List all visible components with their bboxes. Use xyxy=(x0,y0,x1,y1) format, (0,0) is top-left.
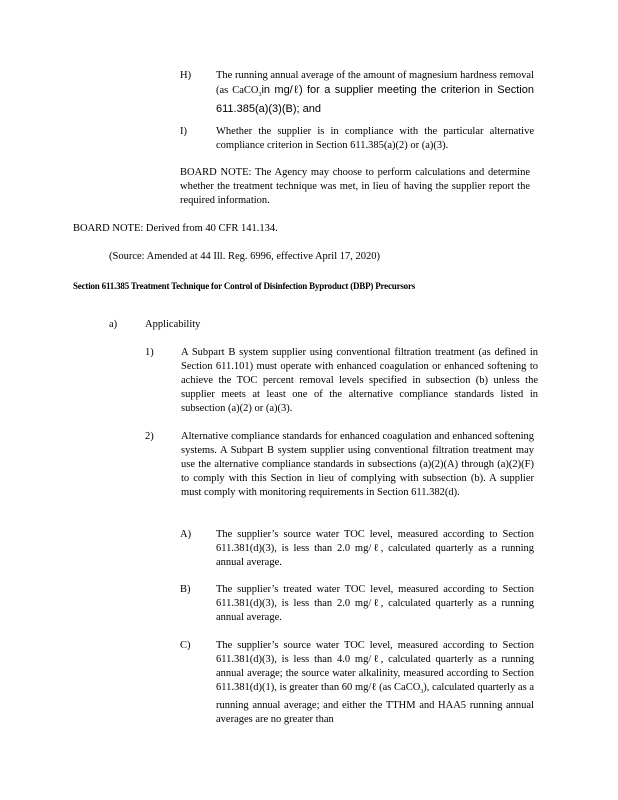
item-text-i: Whether the supplier is in compliance with the particular alternative compliance criterion in Section 611.385(a)(2) or (a)(3). xyxy=(216,126,534,151)
subparagraph-c-part2: ), calculated quarterly as a running annual average; and either the TTHM and HAA5 running annual averages are no greater than xyxy=(216,682,534,726)
item-label-h: H) xyxy=(180,70,192,81)
paragraph-2-text: Alternative compliance standards for enhanced coagulation and enhanced softening systems. A Subpart B system supplier using conventional filtration treatment may use the alternative compliance standards in subsections (a)(2)(A) through (a)(2)(F) to comply with this Section in lieu of complying with subsection (b). A supplier must comply with monitoring requirements in Section 611.382(d). xyxy=(181,431,534,498)
source-note: (Source: Amended at 44 Ill. Reg. 6996, effective April 17, 2020) xyxy=(109,251,380,262)
board-note-derived: BOARD NOTE: Derived from 40 CFR 141.134. xyxy=(73,223,278,234)
subparagraph-b-text: The supplier’s treated water TOC level, measured according to Section 611.381(d)(3), is less than 2.0 mg/ℓ, calculated quarterly as a running annual average. xyxy=(216,584,534,623)
subsection-a-title: Applicability xyxy=(145,319,201,330)
subparagraph-a-label: A) xyxy=(180,529,192,540)
paragraph-2-label: 2) xyxy=(145,431,154,442)
item-text-h-part1: The running annual average of the amount of magnesium hardness removal (as CaCO xyxy=(216,70,534,96)
subparagraph-c-subscript: 3 xyxy=(420,689,424,696)
paragraph-1-text: A Subpart B system supplier using conventional filtration treatment (as defined in Section 611.101) must operate with enhanced coagulation or enhanced softening to achieve the TOC percent removal levels specified in subsection (b) unless the supplier meets at least one of the alternative compliance standards listed in subsection (a)(2) or (a)(3). xyxy=(181,347,538,414)
item-text-h-part2: in mg/ℓ) for a supplier meeting the criterion in Section 611.385(a)(3)(B); and xyxy=(216,84,534,116)
subparagraph-b-label: B) xyxy=(180,584,191,595)
item-text-h xyxy=(216,69,534,117)
item-text-h-subscript: 3 xyxy=(258,92,262,99)
subparagraph-c-label: C) xyxy=(180,640,191,651)
board-note-calculations: BOARD NOTE: The Agency may choose to perform calculations and determine whether the treatment technique was met, in lieu of having the supplier report the required information. xyxy=(180,167,530,206)
subparagraph-a-text: The supplier’s source water TOC level, measured according to Section 611.381(d)(3), is less than 2.0 mg/ℓ, calculated quarterly as a running annual average. xyxy=(216,529,534,568)
item-label-i: I) xyxy=(180,126,187,137)
section-heading: Section 611.385 Treatment Technique for Control of Disinfection Byproduct (DBP) Precursors xyxy=(73,281,416,291)
subsection-a-label: a) xyxy=(109,319,118,330)
paragraph-1-label: 1) xyxy=(145,347,154,358)
subparagraph-c-text xyxy=(216,639,534,727)
subparagraph-c-part1: The supplier’s source water TOC level, measured according to Section 611.381(d)(3), is less than 4.0 mg/ℓ, calculated quarterly as a running annual average; the source water alkalinity, measured according to Section 611.381(d)(1), is greater than 60 mg/ℓ (as CaCO xyxy=(216,640,534,693)
